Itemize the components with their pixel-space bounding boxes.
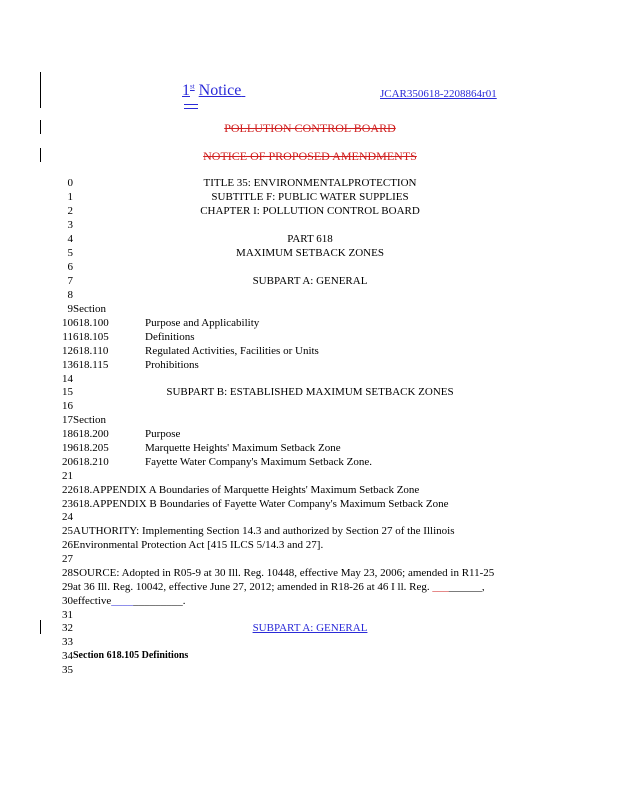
chapter-heading: CHAPTER I: POLLUTION CONTROL BOARD — [200, 205, 420, 217]
toc-title: Fayette Water Company's Maximum Setback Zone. — [145, 456, 372, 468]
change-bar — [40, 120, 41, 134]
toc-num: 618.100 — [73, 317, 109, 329]
line-number: 3 — [67, 219, 73, 231]
line-number: 16 — [62, 400, 73, 412]
toc-title: Purpose — [145, 428, 181, 440]
subpart-a-heading: SUBPART A: GENERAL — [252, 275, 368, 287]
toc-num: 618.210 — [73, 456, 109, 468]
line-number: 29 — [62, 581, 73, 593]
line-number: 15 — [62, 386, 73, 398]
source-line-2-text: at 36 Ill. Reg. 10042, effective June 27, 2012; amended in R18-26 at 46 I ll. Reg. — [73, 581, 430, 593]
notice-label: Notice — [198, 82, 242, 99]
line-number: 10 — [62, 317, 73, 329]
line-number: 4 — [67, 233, 73, 245]
line-number: 17 — [62, 414, 73, 426]
source-line-3 — [73, 595, 186, 607]
line-number: 24 — [62, 511, 73, 523]
jcar-code: JCAR350618-2208864r01 — [380, 88, 497, 100]
line-number: 7 — [67, 275, 73, 287]
subtitle-heading: SUBTITLE F: PUBLIC WATER SUPPLIES — [211, 191, 409, 203]
line-number: 8 — [67, 289, 73, 301]
line-number: 23 — [62, 498, 73, 510]
part-name-heading: MAXIMUM SETBACK ZONES — [236, 247, 384, 259]
blank-fill: _________. — [133, 595, 186, 607]
line-number: 28 — [62, 567, 73, 579]
toc-title: Purpose and Applicability — [145, 317, 260, 329]
line-number: 6 — [67, 261, 73, 273]
inserted-blank: ____ — [111, 595, 134, 607]
notice-fill — [241, 82, 361, 100]
toc-title: Marquette Heights' Maximum Setback Zone — [145, 442, 341, 454]
line-number: 12 — [62, 345, 73, 357]
title-heading: TITLE 35: ENVIRONMENTALPROTECTION — [203, 177, 417, 189]
line-number: 32 — [62, 622, 73, 634]
line-number: 33 — [62, 636, 73, 648]
line-number: 2 — [67, 205, 73, 217]
change-bar — [40, 620, 41, 634]
line-number: 18 — [62, 428, 73, 440]
appendix-b-entry: 618.APPENDIX B Boundaries of Fayette Water Company's Maximum Setback Zone — [73, 498, 449, 510]
part-heading: PART 618 — [287, 233, 333, 245]
change-bar — [40, 72, 41, 108]
line-number: 5 — [67, 247, 73, 259]
line-number: 19 — [62, 442, 73, 454]
line-number: 9 — [67, 303, 73, 315]
line-number: 0 — [67, 177, 73, 189]
line-number: 13 — [62, 359, 73, 371]
authority-line-1: AUTHORITY: Implementing Section 14.3 and authorized by Section 27 of the Illinois — [73, 525, 455, 537]
line-number: 25 — [62, 525, 73, 537]
line-number: 35 — [62, 664, 73, 676]
notice-header — [182, 82, 361, 100]
toc-num: 618.200 — [73, 428, 109, 440]
toc-num: 618.105 — [73, 331, 109, 343]
line-number: 22 — [62, 484, 73, 496]
appendix-a-entry: 618.APPENDIX A Boundaries of Marquette Heights' Maximum Setback Zone — [73, 484, 420, 496]
inserted-blank: ___ — [432, 581, 449, 593]
notice-title-deleted: NOTICE OF PROPOSED AMENDMENTS — [203, 149, 417, 163]
line-number: 30 — [62, 595, 73, 607]
line-number: 14 — [62, 373, 73, 385]
notice-number: 1 — [182, 82, 190, 99]
line-number: 11 — [62, 331, 73, 343]
toc-title: Regulated Activities, Facilities or Units — [145, 345, 319, 357]
toc-title: Prohibitions — [145, 359, 199, 371]
line-number: 1 — [67, 191, 73, 203]
line-number: 26 — [62, 539, 73, 551]
toc-num: 618.205 — [73, 442, 109, 454]
line-number: 20 — [62, 456, 73, 468]
toc-num: 618.115 — [73, 359, 109, 371]
source-line-2 — [73, 581, 485, 593]
section-heading: Section 618.105 Definitions — [73, 650, 189, 661]
blank-fill: ______, — [448, 581, 485, 593]
line-number: 31 — [62, 609, 73, 621]
line-number: 27 — [62, 553, 73, 565]
source-line-3-text: effective — [73, 595, 112, 607]
toc-section-label: Section — [73, 414, 106, 426]
subpart-a-inserted: SUBPART A: GENERAL — [252, 622, 368, 634]
source-line-1: SOURCE: Adopted in R05-9 at 30 Ill. Reg. 10448, effective May 23, 2006; amended in R11-25 — [73, 567, 495, 579]
header-double-rule — [184, 104, 198, 109]
toc-num: 618.110 — [73, 345, 109, 357]
line-number: 21 — [62, 470, 73, 482]
change-bar — [40, 148, 41, 162]
toc-section-label: Section — [73, 303, 106, 315]
subpart-b-heading: SUBPART B: ESTABLISHED MAXIMUM SETBACK ZONES — [166, 386, 454, 398]
agency-name-deleted: POLLUTION CONTROL BOARD — [224, 121, 396, 135]
notice-number-suffix: st — [190, 82, 195, 91]
line-number: 34 — [62, 650, 73, 662]
toc-title: Definitions — [145, 331, 195, 343]
authority-line-2: Environmental Protection Act [415 ILCS 5/14.3 and 27]. — [73, 539, 324, 551]
